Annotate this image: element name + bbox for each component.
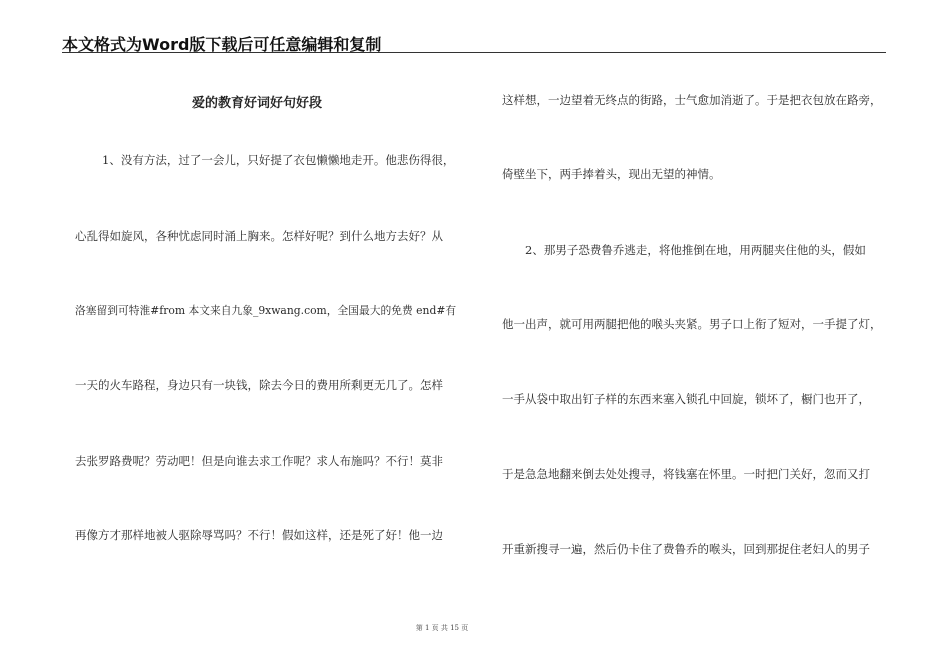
text-line: 一手从袋中取出钉子样的东西来塞入锁孔中回旋，锁坏了，橱门也开了，: [502, 392, 870, 406]
text-line: 一天的火车路程，身边只有一块钱，除去今日的费用所剩更无几了。怎样: [75, 378, 443, 392]
text-line: 去张罗路费呢？劳动吧！但是向谁去求工作呢？求人布施吗？不行！莫非: [75, 454, 443, 468]
text-line: 心乱得如旋风，各种忧虑同时涌上胸来。怎样好呢？到什么地方去好？从: [75, 229, 443, 243]
text-line: 1、没有方法，过了一会儿，只好提了衣包懒懒地走开。他悲伤得很，: [102, 153, 455, 167]
text-line: 于是急急地翻来倒去处处搜寻，将钱塞在怀里。一时把门关好，忽而又打: [502, 467, 870, 481]
page-header-title: 本文格式为Word版下载后可任意编辑和复制: [62, 35, 382, 54]
text-line: 倚壁坐下，两手捧着头，现出无望的神情。: [502, 167, 721, 181]
text-line: 2、那男子恐费鲁乔逃走，将他推倒在地，用两腿夹住他的头，假如: [525, 243, 866, 257]
text-line: 再像方才那样地被人驱除辱骂吗？不行！假如这样，还是死了好！他一边: [75, 528, 443, 542]
text-line: 这样想，一边望着无终点的街路，士气愈加消逝了。于是把衣包放在路旁，: [502, 93, 882, 107]
header-divider: [62, 52, 886, 53]
text-line: 开重新搜寻一遍，然后仍卡住了费鲁乔的喉头，回到那捉住老妇人的男子: [502, 542, 870, 556]
text-line: 他一出声，就可用两腿把他的喉头夹紧。男子口上衔了短对，一手提了灯，: [502, 317, 882, 331]
page-number-footer: 第 1 页 共 15 页: [415, 624, 469, 632]
text-line: 洛塞留到可特淮#from 本文来自九象_9xwang.com，全国最大的免费 end#有: [75, 304, 457, 317]
document-title: 爱的教育好词好句好段: [192, 96, 323, 111]
